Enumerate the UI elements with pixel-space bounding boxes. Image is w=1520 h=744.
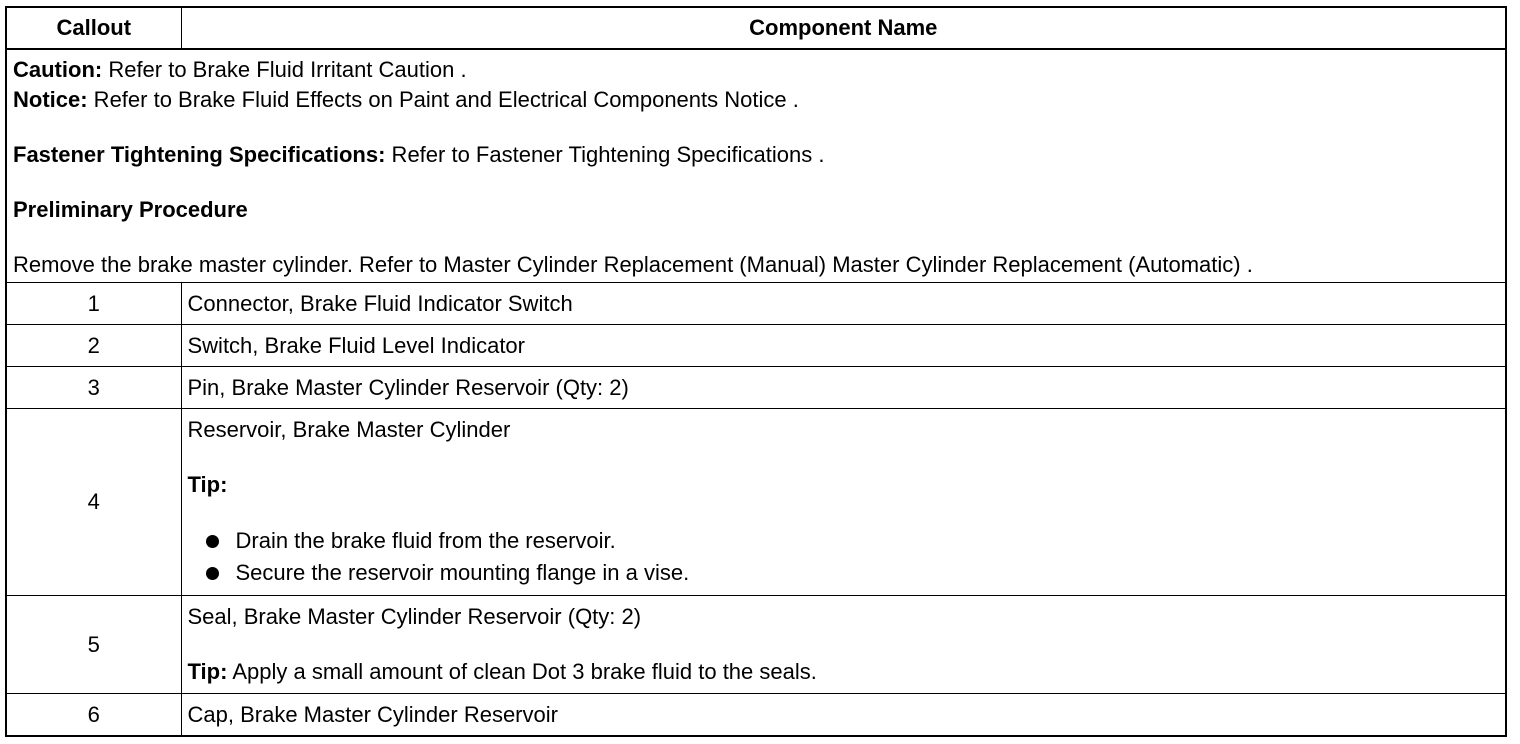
bullet-icon	[206, 567, 219, 580]
tip-text: Apply a small amount of clean Dot 3 brake fluid to the seals.	[227, 659, 817, 684]
fastener-label: Fastener Tightening Specifications:	[13, 142, 386, 167]
table-row	[6, 283, 1506, 325]
tip-text: Secure the reservoir mounting flange in a vise.	[235, 560, 690, 585]
notes-cell	[6, 49, 1506, 283]
callout-number: 3	[6, 367, 181, 409]
caution-text: Refer to Brake Fluid Irritant Caution .	[102, 57, 467, 82]
tip-label	[188, 470, 1500, 500]
tip-note	[188, 657, 1500, 687]
list-item	[206, 525, 1500, 557]
caution-label: Caution:	[13, 57, 103, 82]
component-name: Reservoir, Brake Master Cylinder	[187, 417, 511, 442]
table-row	[6, 367, 1506, 409]
tip-text: Drain the brake fluid from the reservoir.	[235, 528, 616, 553]
tip-list	[188, 525, 1500, 589]
callout-number: 5	[6, 596, 181, 694]
component-name: Cap, Brake Master Cylinder Reservoir	[181, 694, 1506, 737]
component-name-column-header: Component Name	[181, 7, 1506, 49]
callout-number: 6	[6, 694, 181, 737]
notice-label: Notice:	[13, 87, 88, 112]
notice-text: Refer to Brake Fluid Effects on Paint and Electrical Components Notice .	[87, 87, 799, 112]
callout-column-header: Callout	[6, 7, 181, 49]
callout-number: 2	[6, 325, 181, 367]
component-cell	[181, 409, 1506, 596]
preliminary-heading-text: Preliminary Procedure	[13, 197, 248, 222]
tip-label-text: Tip:	[187, 472, 228, 497]
component-cell	[181, 596, 1506, 694]
callout-number: 1	[6, 283, 181, 325]
component-table	[5, 6, 1507, 737]
list-item	[206, 557, 1500, 589]
component-name: Connector, Brake Fluid Indicator Switch	[181, 283, 1506, 325]
component-name: Switch, Brake Fluid Level Indicator	[181, 325, 1506, 367]
table-header-row	[6, 7, 1506, 49]
notes-row	[6, 49, 1506, 283]
callout-number: 4	[6, 409, 181, 596]
caution-note	[13, 55, 1499, 85]
fastener-note	[13, 140, 1499, 170]
notice-note	[13, 85, 1499, 115]
table-row	[6, 694, 1506, 737]
table-row	[6, 409, 1506, 596]
table-row	[6, 325, 1506, 367]
preliminary-heading	[13, 195, 1499, 225]
component-name: Pin, Brake Master Cylinder Reservoir (Qty: 2)	[181, 367, 1506, 409]
fastener-text: Refer to Fastener Tightening Specifications .	[385, 142, 825, 167]
preliminary-text: Remove the brake master cylinder. Refer to Master Cylinder Replacement (Manual) Master Cylinder Replacement (Automatic) .	[13, 252, 1253, 277]
table-row	[6, 596, 1506, 694]
tip-label: Tip:	[187, 659, 228, 684]
bullet-icon	[206, 535, 219, 548]
component-name: Seal, Brake Master Cylinder Reservoir (Qty: 2)	[187, 604, 642, 629]
